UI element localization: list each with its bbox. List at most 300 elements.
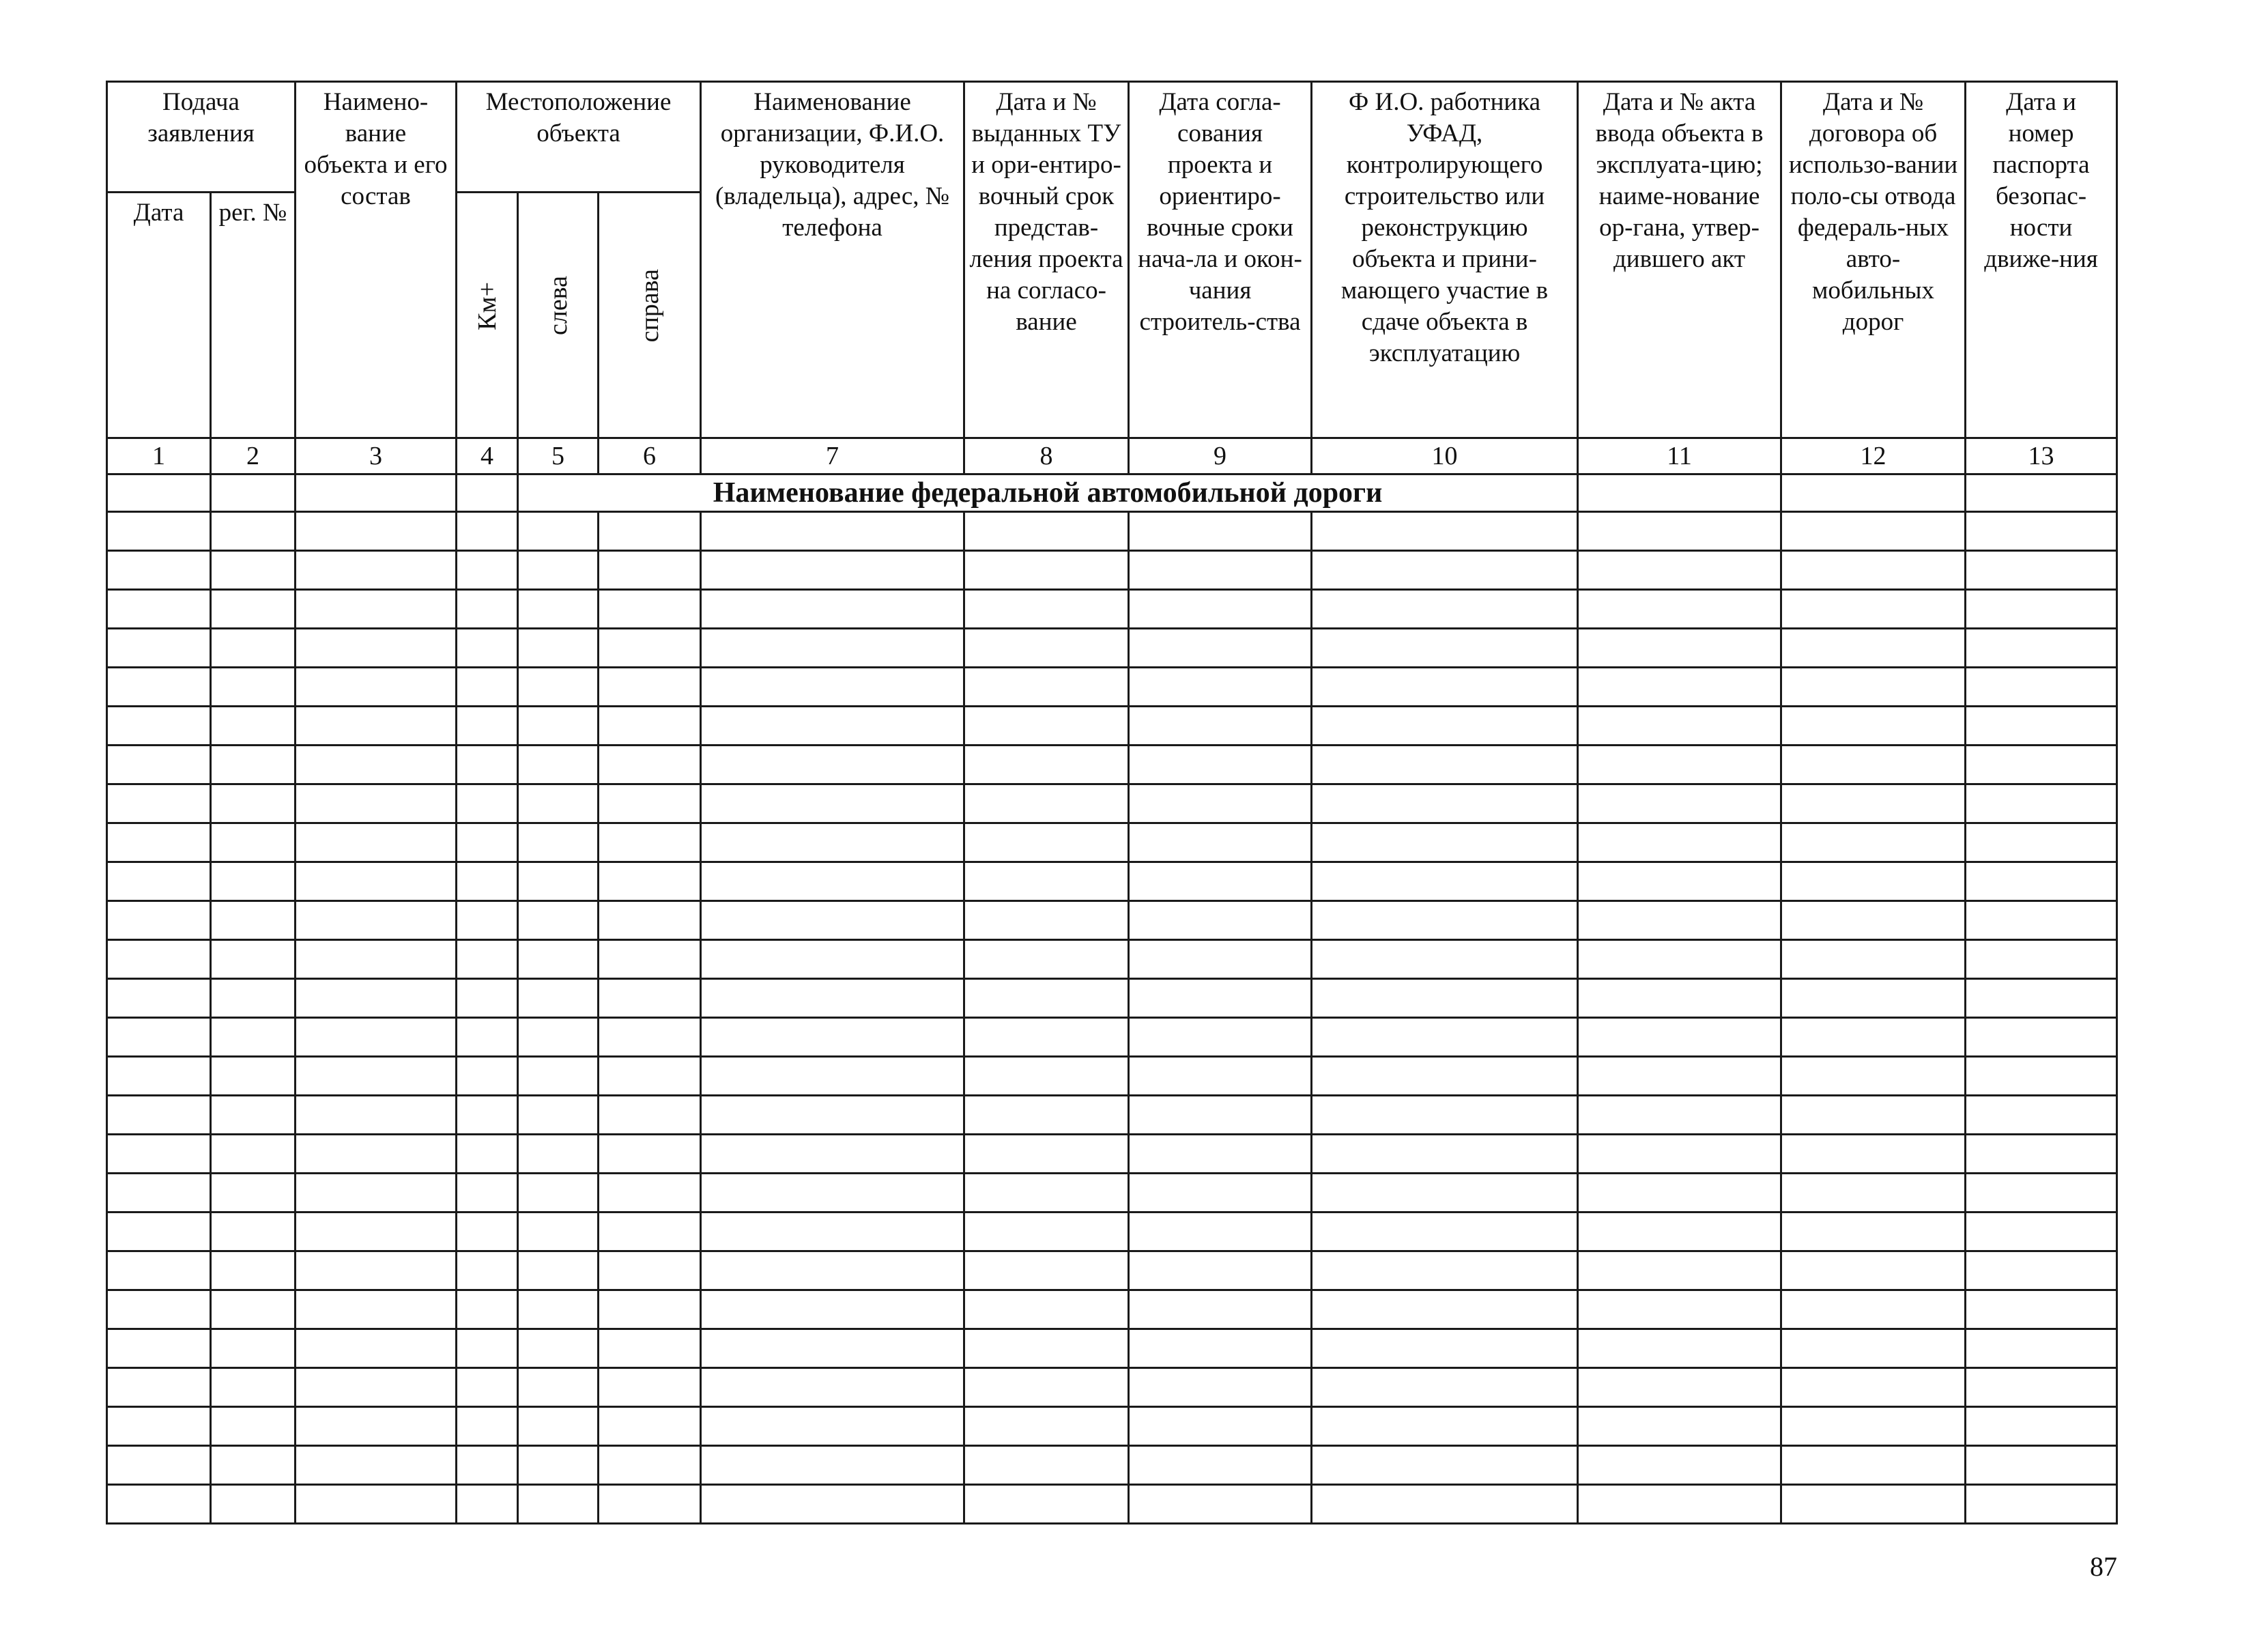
table-cell (518, 1057, 599, 1096)
table-cell (964, 1485, 1129, 1524)
table-cell (964, 1174, 1129, 1212)
table-cell (211, 823, 296, 862)
table-cell (1966, 474, 2117, 512)
column-number: 3 (296, 438, 457, 474)
header-km-label: Км+ (472, 281, 502, 330)
table-cell (1129, 707, 1312, 746)
table-cell (457, 474, 518, 512)
table-cell (457, 1329, 518, 1368)
table-cell (1781, 512, 1966, 551)
table-cell (457, 823, 518, 862)
table-cell (1312, 784, 1578, 823)
table-cell (518, 590, 599, 629)
table-row (107, 1251, 2117, 1290)
register-table (106, 81, 2118, 1524)
column-number: 8 (964, 438, 1129, 474)
column-number: 10 (1312, 438, 1578, 474)
table-cell (1129, 940, 1312, 979)
table-cell (518, 901, 599, 940)
blank-rows (107, 512, 2117, 1524)
table-cell (107, 629, 211, 668)
table-cell (1312, 1135, 1578, 1174)
table-cell (1312, 901, 1578, 940)
table-cell (1781, 746, 1966, 784)
table-cell (107, 1212, 211, 1251)
table-cell (296, 1446, 457, 1485)
table-cell (964, 1135, 1129, 1174)
table-cell (518, 979, 599, 1018)
header-act: Дата и № акта ввода объекта в эксплуата-цию; наиме-нование ор-гана, утвер-дившего акт (1578, 82, 1781, 438)
table-cell (1578, 512, 1781, 551)
table-cell (1966, 512, 2117, 551)
table-cell (964, 1251, 1129, 1290)
table-cell (296, 940, 457, 979)
table-cell (107, 746, 211, 784)
table-cell (1781, 1368, 1966, 1407)
table-cell (518, 707, 599, 746)
table-row (107, 746, 2117, 784)
table-cell (107, 979, 211, 1018)
road-name-row (107, 474, 2117, 512)
table-cell (211, 1174, 296, 1212)
table-cell (599, 512, 701, 551)
table-row (107, 1485, 2117, 1524)
table-cell (599, 1174, 701, 1212)
table-cell (599, 1018, 701, 1057)
table-cell (599, 1485, 701, 1524)
table-cell (701, 862, 964, 901)
table-cell (211, 1368, 296, 1407)
table-cell (964, 707, 1129, 746)
table-cell (701, 551, 964, 590)
table-cell (211, 1290, 296, 1329)
table-row (107, 551, 2117, 590)
header-location: Местоположение объекта (457, 82, 701, 193)
table-cell (457, 784, 518, 823)
table-cell (1312, 1251, 1578, 1290)
table-cell (701, 1096, 964, 1135)
column-number: 11 (1578, 438, 1781, 474)
table-row (107, 668, 2117, 707)
table-cell (1312, 1290, 1578, 1329)
page-number: 87 (2090, 1551, 2117, 1582)
table-cell (701, 707, 964, 746)
table-cell (518, 1135, 599, 1174)
table-cell (1578, 784, 1781, 823)
table-cell (964, 551, 1129, 590)
table-row (107, 940, 2117, 979)
table-row (107, 590, 2117, 629)
table-row (107, 1329, 2117, 1368)
table-cell (1578, 862, 1781, 901)
column-number: 9 (1129, 438, 1312, 474)
column-number: 1 (107, 438, 211, 474)
table-row (107, 707, 2117, 746)
table-cell (211, 784, 296, 823)
table-cell (1312, 1485, 1578, 1524)
table-cell (1781, 823, 1966, 862)
table-cell (964, 1057, 1129, 1096)
table-cell (457, 1018, 518, 1057)
table-cell (518, 668, 599, 707)
table-row (107, 901, 2117, 940)
table-cell (1312, 668, 1578, 707)
header-reg: рег. № (211, 193, 296, 438)
table-cell (296, 1057, 457, 1096)
table-cell (701, 1290, 964, 1329)
header-object-name: Наимено-вание объекта и его состав (296, 82, 457, 438)
table-cell (518, 1368, 599, 1407)
table-cell (107, 1096, 211, 1135)
table-cell (211, 1407, 296, 1446)
table-cell (457, 1096, 518, 1135)
table-cell (296, 1135, 457, 1174)
table-cell (1129, 746, 1312, 784)
table-cell (599, 707, 701, 746)
table-cell (211, 901, 296, 940)
table-cell (107, 1174, 211, 1212)
table-cell (599, 1407, 701, 1446)
table-cell (211, 707, 296, 746)
table-cell (107, 901, 211, 940)
table-cell (1312, 1368, 1578, 1407)
table-row (107, 823, 2117, 862)
table-cell (107, 1485, 211, 1524)
table-cell (1966, 901, 2117, 940)
header-ufad: Ф И.О. работника УФАД, контролирующего строительство или реконструкцию объекта и прини-мающего участие в сдаче объекта в эксплуатацию (1312, 82, 1578, 438)
table-cell (964, 979, 1129, 1018)
table-cell (1129, 1174, 1312, 1212)
column-number: 4 (457, 438, 518, 474)
table-cell (1129, 590, 1312, 629)
table-cell (1312, 1174, 1578, 1212)
table-cell (1966, 940, 2117, 979)
table-cell (518, 746, 599, 784)
table-cell (457, 1290, 518, 1329)
table-cell (1129, 1329, 1312, 1368)
column-number: 6 (599, 438, 701, 474)
table-cell (1966, 1057, 2117, 1096)
table-cell (1966, 707, 2117, 746)
table-cell (1578, 1407, 1781, 1446)
header-right-label: справа (635, 269, 664, 343)
table-cell (457, 746, 518, 784)
table-cell (518, 1407, 599, 1446)
table-cell (1578, 551, 1781, 590)
table-cell (211, 474, 296, 512)
table-cell (964, 823, 1129, 862)
table-cell (107, 1368, 211, 1407)
table-cell (1781, 1057, 1966, 1096)
table-row (107, 1057, 2117, 1096)
table-cell (1312, 707, 1578, 746)
header-passport: Дата и номер паспорта безопас-ности движе-ния (1966, 82, 2117, 438)
table-cell (107, 474, 211, 512)
table-cell (1578, 1174, 1781, 1212)
table-cell (1966, 1096, 2117, 1135)
table-cell (599, 1135, 701, 1174)
table-cell (518, 512, 599, 551)
table-cell (1966, 1407, 2117, 1446)
table-cell (1312, 746, 1578, 784)
table-cell (964, 746, 1129, 784)
table-cell (599, 590, 701, 629)
table-cell (1781, 901, 1966, 940)
table-cell (107, 1251, 211, 1290)
table-cell (599, 940, 701, 979)
table-cell (211, 862, 296, 901)
table-cell (1966, 551, 2117, 590)
table-cell (964, 1290, 1129, 1329)
table-cell (1578, 979, 1781, 1018)
table-cell (964, 1212, 1129, 1251)
header-right (599, 193, 701, 438)
table-cell (1312, 1446, 1578, 1485)
table-cell (964, 590, 1129, 629)
table-cell (599, 1212, 701, 1251)
table-cell (701, 1135, 964, 1174)
table-cell (1578, 1212, 1781, 1251)
table-cell (1578, 1290, 1781, 1329)
table-cell (457, 551, 518, 590)
table-cell (1129, 823, 1312, 862)
table-cell (1578, 1446, 1781, 1485)
table-cell (964, 940, 1129, 979)
table-cell (1966, 1446, 2117, 1485)
table-cell (457, 901, 518, 940)
header-tu: Дата и № выданных ТУ и ори-ентиро-вочный срок представ-ления проекта на согласо-вание (964, 82, 1129, 438)
table-cell (701, 1446, 964, 1485)
table-row (107, 512, 2117, 551)
table-cell (964, 1368, 1129, 1407)
table-row (107, 1135, 2117, 1174)
table-cell (107, 784, 211, 823)
table-cell (211, 1446, 296, 1485)
table-cell (599, 979, 701, 1018)
header-contract: Дата и № договора об использо-вании поло-сы отвода федераль-ных авто-мобильных дорог (1781, 82, 1966, 438)
table-row (107, 629, 2117, 668)
table-cell (1781, 979, 1966, 1018)
table-cell (107, 1057, 211, 1096)
table-cell (701, 1485, 964, 1524)
table-cell (1781, 474, 1966, 512)
column-number: 5 (518, 438, 599, 474)
table-cell (1781, 1290, 1966, 1329)
table-cell (296, 512, 457, 551)
table-cell (1781, 1251, 1966, 1290)
table-cell (457, 512, 518, 551)
table-cell (701, 823, 964, 862)
table-cell (599, 551, 701, 590)
table-cell (296, 551, 457, 590)
table-cell (1966, 746, 2117, 784)
table-cell (1578, 590, 1781, 629)
table-cell (518, 940, 599, 979)
table-cell (1578, 1018, 1781, 1057)
table-cell (1781, 1135, 1966, 1174)
table-cell (1129, 1057, 1312, 1096)
table-cell (296, 707, 457, 746)
table-cell (964, 1407, 1129, 1446)
table-cell (211, 1251, 296, 1290)
table-cell (701, 1018, 964, 1057)
table-cell (211, 1485, 296, 1524)
register-table-sheet (106, 81, 2116, 1540)
table-cell (599, 1329, 701, 1368)
table-cell (211, 668, 296, 707)
table-row (107, 1368, 2117, 1407)
table-cell (518, 1446, 599, 1485)
table-cell (1312, 823, 1578, 862)
table-cell (518, 551, 599, 590)
table-cell (599, 746, 701, 784)
table-cell (1781, 1407, 1966, 1446)
table-cell (964, 1096, 1129, 1135)
table-cell (599, 1057, 701, 1096)
table-cell (701, 940, 964, 979)
table-cell (107, 862, 211, 901)
table-cell (1312, 1096, 1578, 1135)
table-cell (518, 1212, 599, 1251)
table-cell (599, 1251, 701, 1290)
table-row (107, 1290, 2117, 1329)
table-row (107, 1407, 2117, 1446)
header-approval: Дата согла-сования проекта и ориентиро-вочные сроки нача-ла и окон-чания строитель-ства (1129, 82, 1312, 438)
table-cell (701, 979, 964, 1018)
header-organization: Наименование организации, Ф.И.О. руководителя (владельца), адрес, № телефона (701, 82, 964, 438)
table-cell (457, 1174, 518, 1212)
table-cell (1312, 590, 1578, 629)
table-cell (107, 823, 211, 862)
table-cell (211, 1212, 296, 1251)
table-cell (599, 1368, 701, 1407)
table-cell (701, 1057, 964, 1096)
table-cell (457, 590, 518, 629)
table-cell (1966, 1135, 2117, 1174)
table-cell (1129, 551, 1312, 590)
table-cell (1312, 1057, 1578, 1096)
table-cell (1781, 1174, 1966, 1212)
table-cell (518, 862, 599, 901)
table-cell (599, 784, 701, 823)
table-cell (1129, 1407, 1312, 1446)
table-cell (457, 1368, 518, 1407)
column-number: 12 (1781, 438, 1966, 474)
table-cell (1129, 1135, 1312, 1174)
table-cell (457, 629, 518, 668)
table-cell (296, 862, 457, 901)
table-cell (964, 1329, 1129, 1368)
table-cell (1129, 512, 1312, 551)
table-cell (964, 901, 1129, 940)
table-cell (296, 979, 457, 1018)
table-cell (296, 1368, 457, 1407)
table-cell (1578, 1368, 1781, 1407)
table-cell (1129, 901, 1312, 940)
table-cell (296, 784, 457, 823)
table-cell (211, 1096, 296, 1135)
table-cell (1578, 1057, 1781, 1096)
table-cell (701, 1407, 964, 1446)
table-cell (1966, 1212, 2117, 1251)
table-cell (1966, 1018, 2117, 1057)
column-number: 2 (211, 438, 296, 474)
table-cell (701, 901, 964, 940)
table-cell (107, 512, 211, 551)
table-cell (1129, 1096, 1312, 1135)
table-cell (964, 668, 1129, 707)
table-cell (1129, 784, 1312, 823)
table-cell (701, 590, 964, 629)
table-cell (1966, 629, 2117, 668)
table-cell (1781, 862, 1966, 901)
table-cell (1129, 1485, 1312, 1524)
table-cell (211, 590, 296, 629)
table-cell (701, 668, 964, 707)
table-cell (964, 1018, 1129, 1057)
table-cell (599, 862, 701, 901)
table-cell (1312, 940, 1578, 979)
table-cell (296, 1251, 457, 1290)
table-cell (1312, 1212, 1578, 1251)
table-cell (457, 940, 518, 979)
column-number: 13 (1966, 438, 2117, 474)
table-cell (1966, 1174, 2117, 1212)
table-cell (599, 901, 701, 940)
table-cell (296, 668, 457, 707)
table-cell (701, 512, 964, 551)
table-cell (1578, 1251, 1781, 1290)
table-cell (1781, 940, 1966, 979)
table-cell (296, 1212, 457, 1251)
table-cell (107, 1446, 211, 1485)
table-cell (964, 1446, 1129, 1485)
table-cell (1129, 979, 1312, 1018)
header-left (518, 193, 599, 438)
table-cell (1129, 862, 1312, 901)
table-cell (1781, 629, 1966, 668)
table-cell (457, 1251, 518, 1290)
table-cell (1312, 979, 1578, 1018)
table-cell (518, 784, 599, 823)
table-cell (457, 979, 518, 1018)
table-cell (1966, 823, 2117, 862)
table-cell (296, 746, 457, 784)
table-cell (518, 823, 599, 862)
table-cell (599, 1290, 701, 1329)
road-name-title: Наименование федеральной автомобильной дороги (518, 474, 1578, 512)
table-cell (599, 823, 701, 862)
table-cell (518, 1485, 599, 1524)
table-cell (964, 512, 1129, 551)
table-cell (964, 629, 1129, 668)
table-cell (296, 474, 457, 512)
table-cell (1578, 1096, 1781, 1135)
table-cell (1578, 707, 1781, 746)
table-cell (1781, 707, 1966, 746)
table-cell (211, 551, 296, 590)
table-cell (518, 1174, 599, 1212)
table-cell (518, 1329, 599, 1368)
table-cell (1966, 590, 2117, 629)
table-cell (1781, 668, 1966, 707)
table-cell (1781, 1018, 1966, 1057)
table-cell (211, 746, 296, 784)
table-row (107, 1096, 2117, 1135)
table-cell (1781, 1446, 1966, 1485)
table-cell (599, 668, 701, 707)
header-submission: Подача заявления (107, 82, 296, 193)
